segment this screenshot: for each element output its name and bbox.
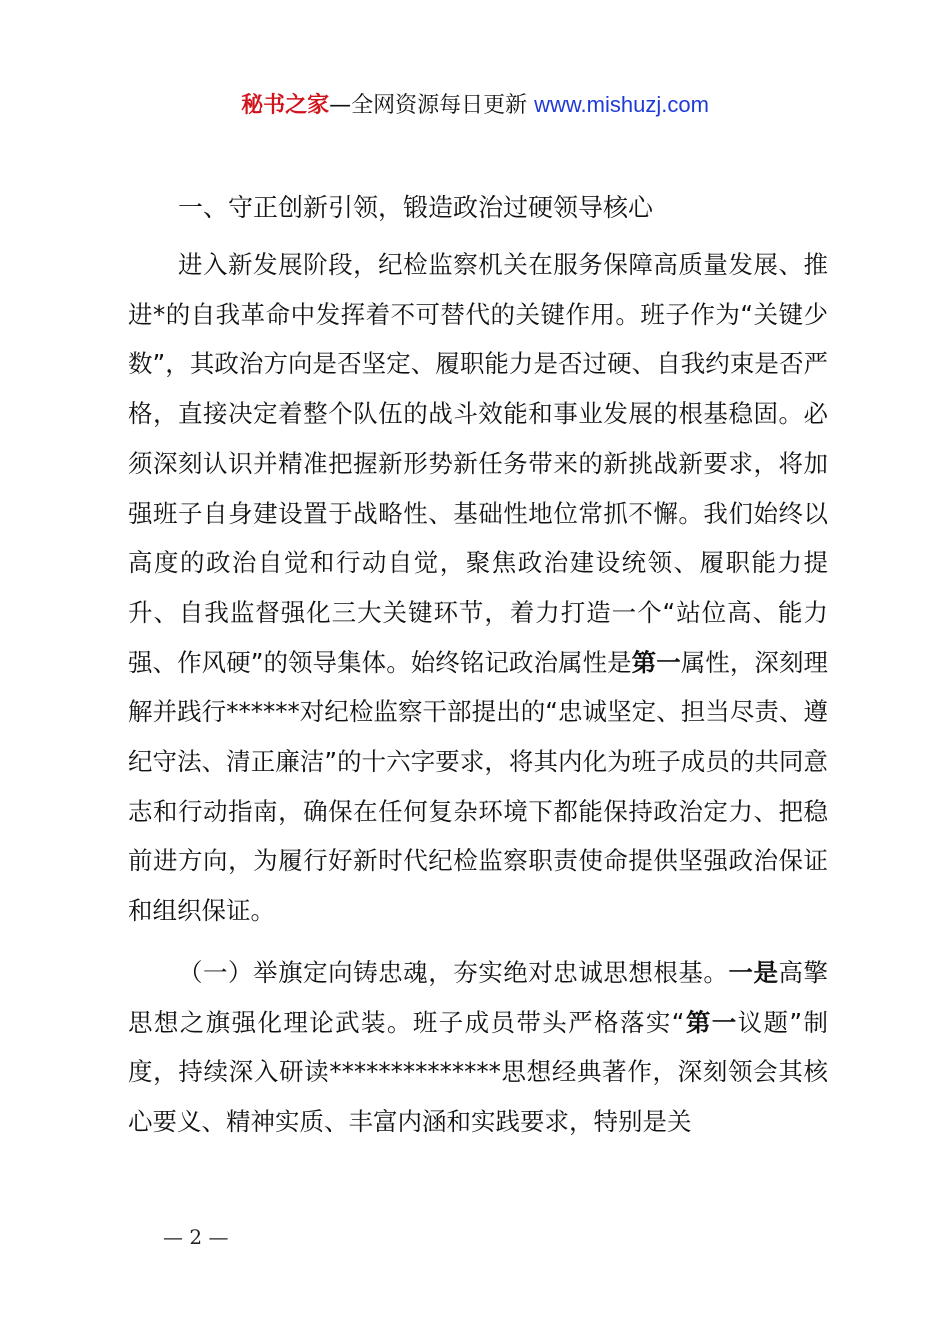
- paragraph-2-text-a: （一）举旗定向铸忠魂，夯实绝对忠诚思想根基。: [178, 957, 729, 987]
- watermark-brand: 秘书之家: [241, 93, 330, 118]
- paragraph-2-text-c: 议题”制度，持续深入研读**************思想经典著作，深刻领会其核心要义、精神实质、丰富内涵和实践要求，特别是关: [128, 1007, 828, 1136]
- section-heading: 一、守正创新引领，锻造政治过硬领导核心: [178, 193, 654, 222]
- paragraph-2-text-b: 高擎思想之旗强化理论武装。班子成员带头严格落实“: [128, 957, 829, 1037]
- paragraph-1-bold-a: 第一: [631, 647, 681, 677]
- watermark-url: www.mishuzj.com: [534, 92, 709, 117]
- page-number: — 2 —: [163, 1225, 229, 1249]
- paragraph-1: [128, 240, 828, 936]
- watermark-header: [0, 88, 950, 123]
- document-body: [128, 183, 828, 1147]
- paragraph-2-bold-a: 一是: [728, 957, 779, 987]
- paragraph-1-text-b: 属性，深刻理解并践行******对纪检监察干部提出的“忠诚坚定、担当尽责、遵纪守法、清正廉洁”的十六字要求，将其内化为班子成员的共同意志和行动指南，确保在任何复杂环境下都能保持政治定力、把稳前进方向，为履行好新时代纪检监察职责使命提供坚强政治保证和组织保证。: [128, 647, 828, 926]
- paragraph-1-text-a: 进入新发展阶段，纪检监察机关在服务保障高质量发展、推进*的自我革命中发挥着不可替代的关键作用。班子作为“关键少数”，其政治方向是否坚定、履职能力是否过硬、自我约束是否严格，直接决定着整个队伍的战斗效能和事业发展的根基稳固。必须深刻认识并精准把握新形势新任务带来的新挑战新要求，将加强班子自身建设置于战略性、基础性地位常抓不懈。我们始终以高度的政治自觉和行动自觉，聚焦政治建设统领、履职能力提升、自我监督强化三大关键环节，着力打造一个“站位高、能力强、作风硬”的领导集体。始终铭记政治属性是: [128, 250, 828, 677]
- watermark-slogan: —全网资源每日更新: [329, 93, 535, 118]
- paragraph-2-bold-b: 第一: [684, 1007, 738, 1037]
- paragraph-2: [128, 948, 828, 1147]
